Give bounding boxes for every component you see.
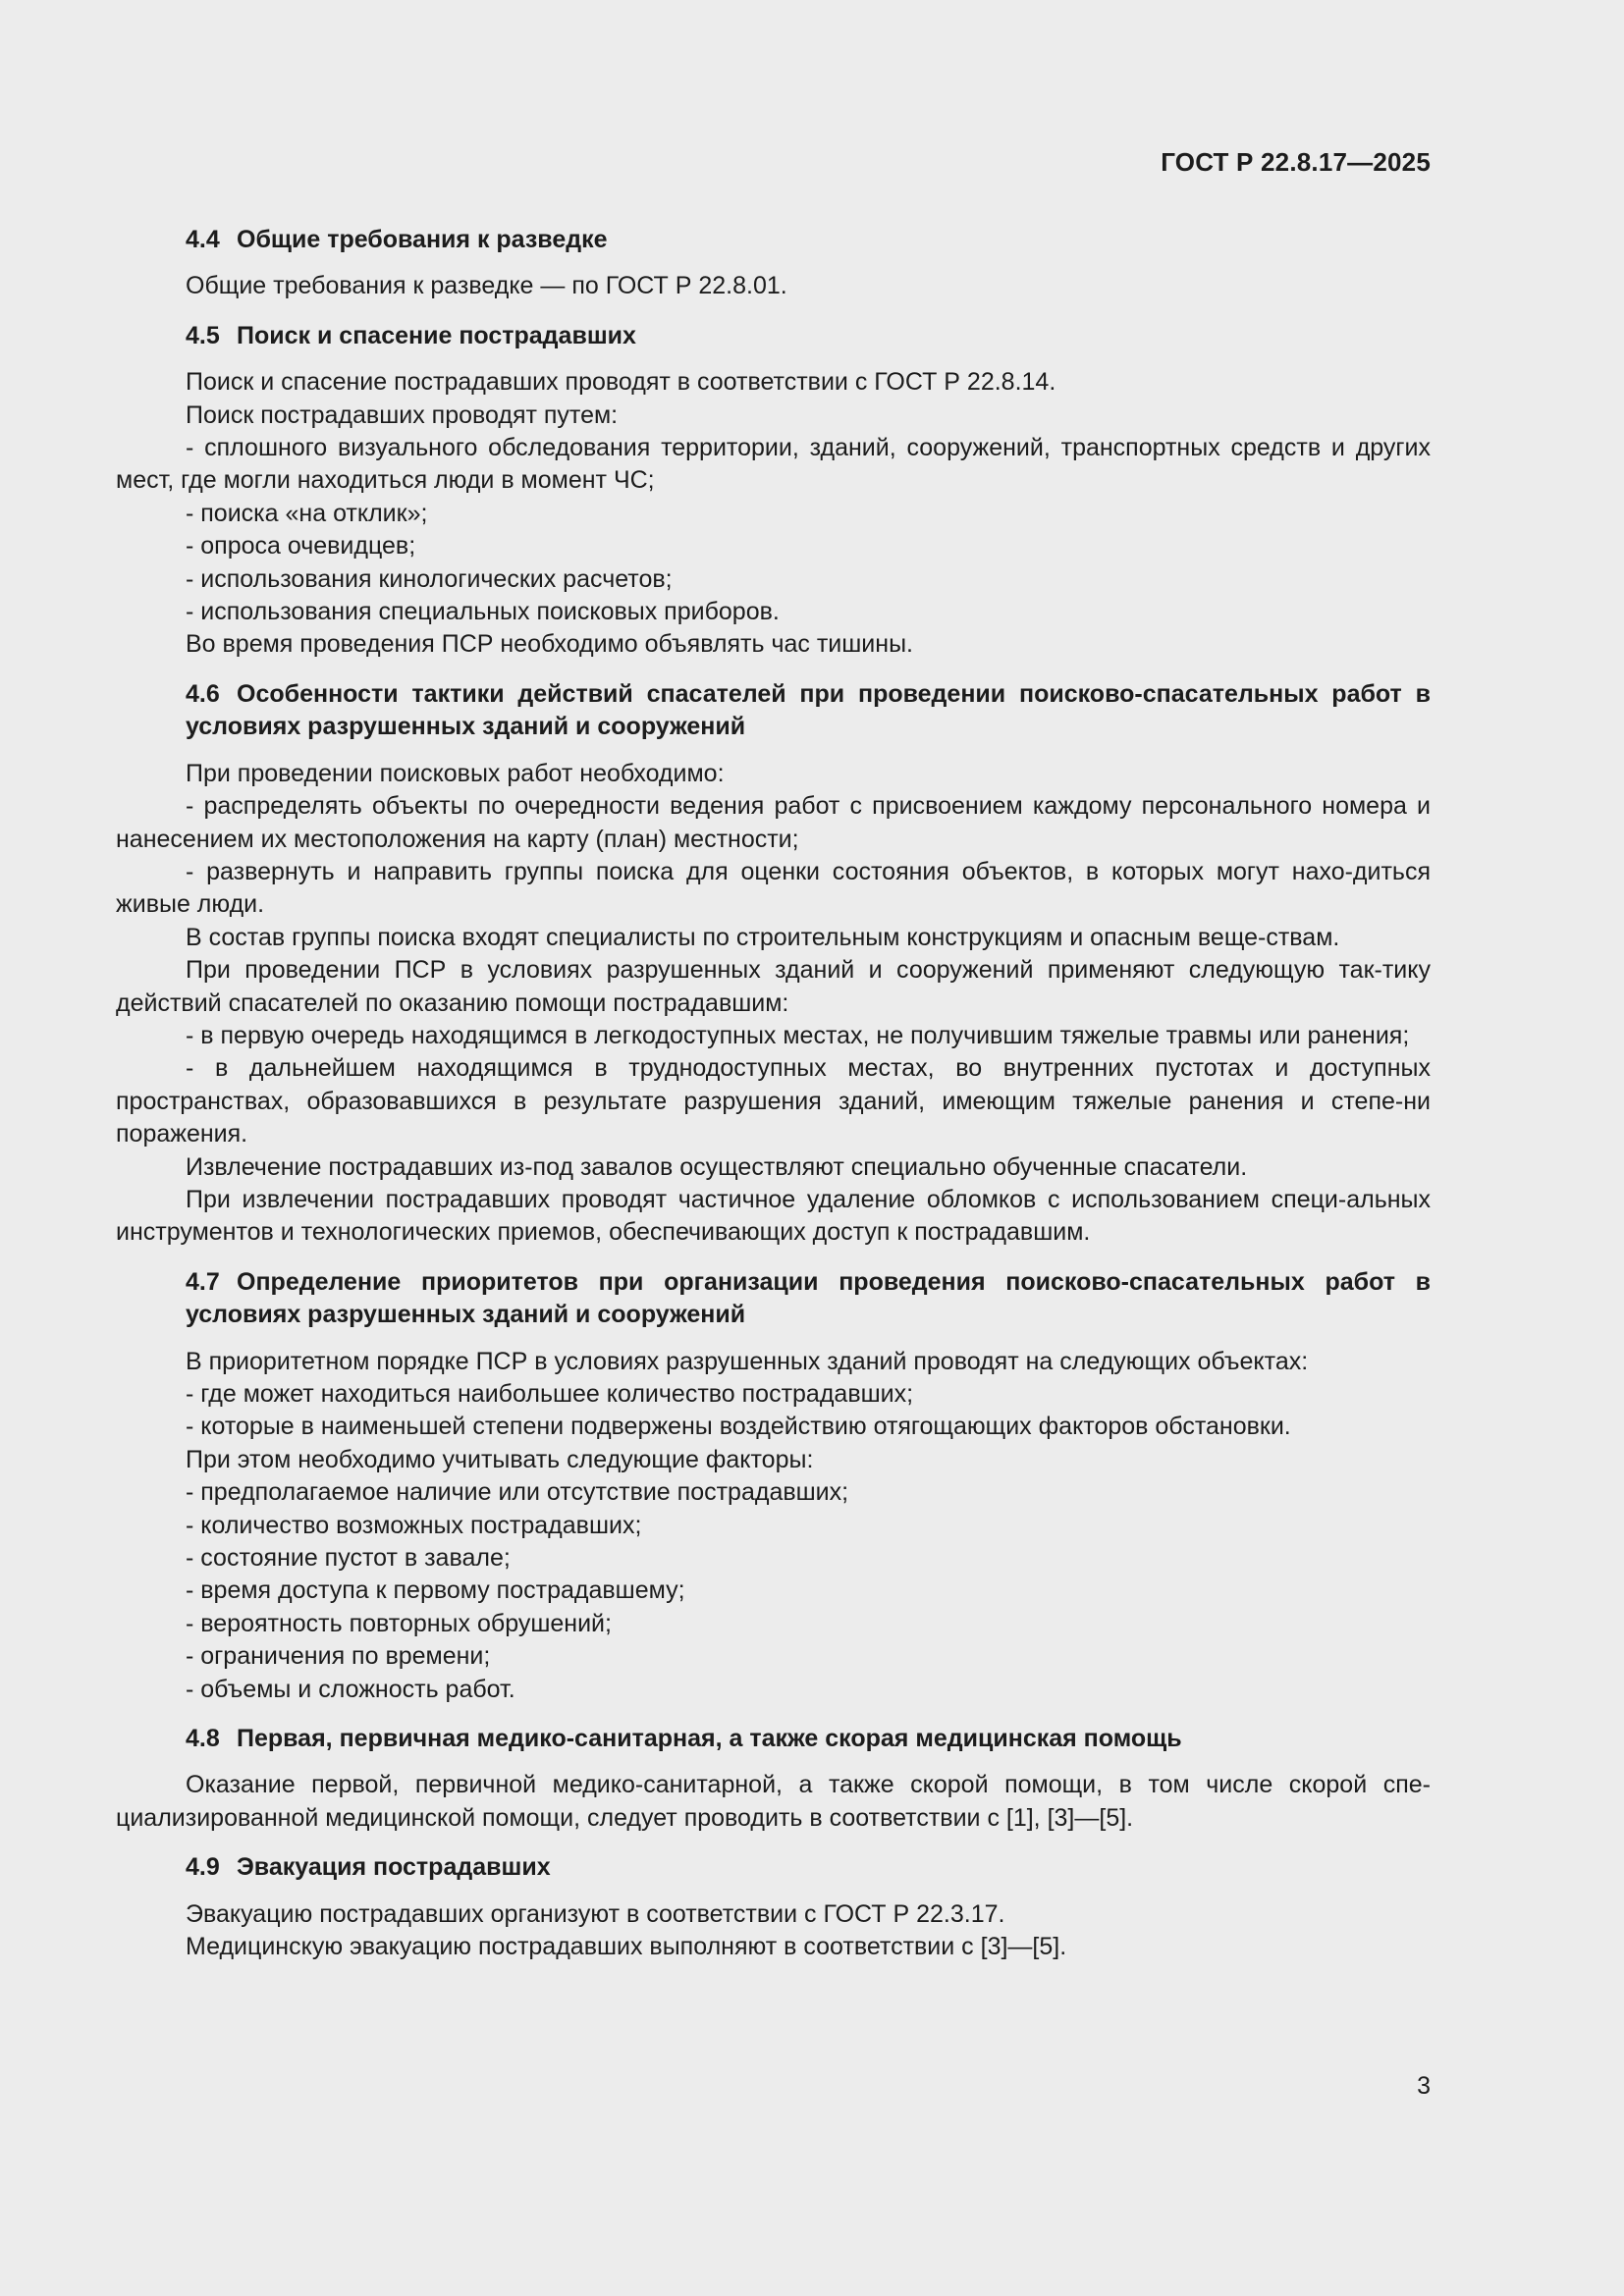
section-heading bbox=[116, 678, 1431, 744]
section-title: Поиск и спасение пострадавших bbox=[237, 321, 636, 349]
paragraph: - в дальнейшем находящимся в труднодоступных местах, во внутренних пустотах и доступных пространствах, образовавшихся в результате разрушения зданий, имеющим тяжелые ранения и степе-ни поражения. bbox=[116, 1054, 1431, 1148]
section-number: 4.8 bbox=[186, 1725, 220, 1753]
paragraph: - использования специальных поисковых приборов. bbox=[186, 598, 780, 626]
paragraph: - вероятность повторных обрушений; bbox=[186, 1609, 612, 1637]
section-heading bbox=[116, 1266, 1431, 1332]
section-heading bbox=[116, 1851, 1431, 1884]
section-title: Определение приоритетов при организации проведения поисково-спасательных работ в условиях разрушенных зданий и сооружений bbox=[186, 1267, 1431, 1329]
section-heading bbox=[116, 224, 1431, 256]
section-number: 4.6 bbox=[186, 679, 220, 708]
paragraph: Оказание первой, первичной медико-санитарной, а также скорой помощи, в том числе скорой спе-циализированной медицинской помощи, следует проводить в соответствии с [1], [3]—[5]. bbox=[116, 1771, 1431, 1832]
paragraph: Извлечение пострадавших из-под завалов осуществляют специально обученные спасатели. bbox=[186, 1152, 1248, 1181]
paragraph: - которые в наименьшей степени подвержены воздействию отягощающих факторов обстановки. bbox=[186, 1413, 1291, 1441]
section-heading bbox=[116, 320, 1431, 352]
paragraph: При извлечении пострадавших проводят частичное удаление обломков с использованием специ-альных инструментов и технологических приемов, обеспечивающих доступ к пострадавшим. bbox=[116, 1185, 1431, 1247]
document-body bbox=[116, 224, 1431, 1964]
paragraph: - развернуть и направить группы поиска для оценки состояния объектов, в которых могут нахо-диться живые люди. bbox=[116, 857, 1431, 919]
section-title: Первая, первичная медико-санитарная, а также скорая медицинская помощь bbox=[237, 1725, 1182, 1753]
paragraph: - в первую очередь находящимся в легкодоступных местах, не получившим тяжелые травмы или ранения; bbox=[186, 1021, 1410, 1049]
paragraph: - предполагаемое наличие или отсутствие пострадавших; bbox=[186, 1478, 849, 1507]
paragraph: При проведении поисковых работ необходимо: bbox=[186, 759, 725, 787]
document-standard-id: ГОСТ Р 22.8.17—2025 bbox=[1161, 147, 1431, 177]
paragraph: - поиска «на отклик»; bbox=[186, 499, 428, 527]
section-number: 4.5 bbox=[186, 321, 220, 349]
paragraph: При этом необходимо учитывать следующие факторы: bbox=[186, 1445, 814, 1473]
paragraph: Поиск пострадавших проводят путем: bbox=[186, 400, 619, 429]
paragraph: - объемы и сложность работ. bbox=[186, 1675, 515, 1703]
page-number: 3 bbox=[1417, 2072, 1431, 2100]
section-title: Особенности тактики действий спасателей при проведении поисково-спасательных работ в условиях разрушенных зданий и сооружений bbox=[186, 679, 1431, 741]
paragraph: - состояние пустот в завале; bbox=[186, 1544, 511, 1573]
paragraph: - время доступа к первому пострадавшему; bbox=[186, 1576, 685, 1605]
paragraph: В приоритетном порядке ПСР в условиях разрушенных зданий проводят на следующих объектах: bbox=[186, 1347, 1309, 1375]
paragraph: - опроса очевидцев; bbox=[186, 532, 416, 561]
paragraph: - сплошного визуального обследования территории, зданий, сооружений, транспортных средств и других мест, где могли находиться люди в момент ЧС; bbox=[116, 434, 1431, 495]
paragraph: В состав группы поиска входят специалисты по строительным конструкциям и опасным веще-ствам. bbox=[186, 923, 1340, 951]
paragraph: При проведении ПСР в условиях разрушенных зданий и сооружений применяют следующую так-тику действий спасателей по оказанию помощи пострадавшим: bbox=[116, 956, 1431, 1017]
section-heading bbox=[116, 1723, 1431, 1755]
paragraph: Эвакуацию пострадавших организуют в соответствии с ГОСТ Р 22.3.17. bbox=[186, 1899, 1005, 1928]
paragraph: - использования кинологических расчетов; bbox=[186, 564, 673, 593]
section-number: 4.7 bbox=[186, 1267, 220, 1296]
paragraph: - распределять объекты по очередности ведения работ с присвоением каждому персонального номера и нанесением их местоположения на карту (план) местности; bbox=[116, 792, 1431, 853]
paragraph: - ограничения по времени; bbox=[186, 1642, 491, 1671]
paragraph: Поиск и спасение пострадавших проводят в соответствии с ГОСТ Р 22.8.14. bbox=[186, 368, 1056, 397]
section-title: Эвакуация пострадавших bbox=[237, 1853, 551, 1882]
section-title: Общие требования к разведке bbox=[237, 226, 608, 253]
paragraph: Медицинскую эвакуацию пострадавших выполняют в соответствии с [3]—[5]. bbox=[186, 1933, 1067, 1961]
paragraph: - количество возможных пострадавших; bbox=[186, 1511, 642, 1539]
section-number: 4.9 bbox=[186, 1853, 220, 1882]
paragraph: Во время проведения ПСР необходимо объявлять час тишины. bbox=[186, 630, 913, 659]
paragraph: Общие требования к разведке — по ГОСТ Р 22.8.01. bbox=[186, 272, 787, 300]
section-number: 4.4 bbox=[186, 226, 220, 253]
paragraph: - где может находиться наибольшее количество пострадавших; bbox=[186, 1380, 914, 1408]
